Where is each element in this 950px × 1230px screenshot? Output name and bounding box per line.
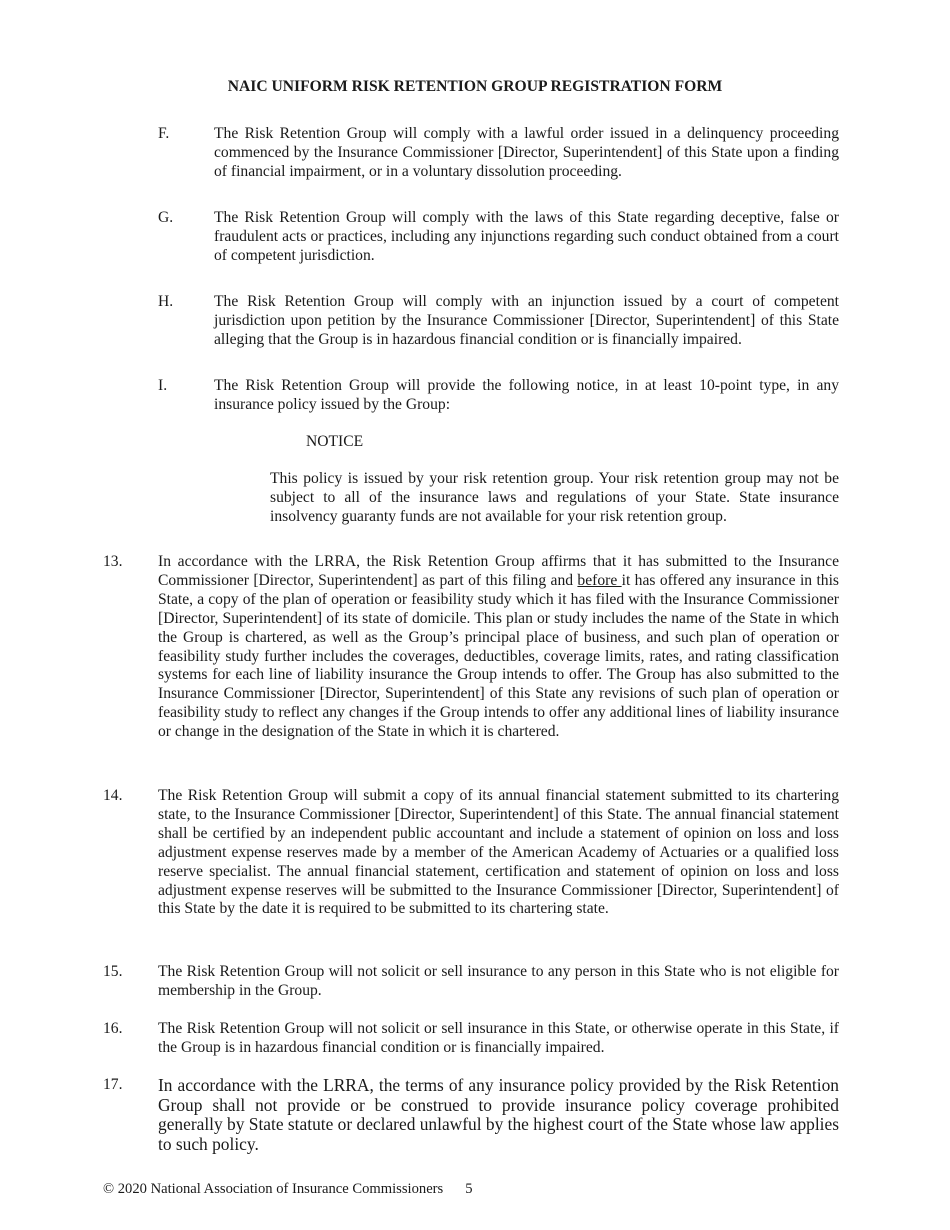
sub-item-text: The Risk Retention Group will provide the following notice, in at least 10-point type, in any insurance policy issued by the Group: xyxy=(214,377,839,413)
item-text: The Risk Retention Group will not solicit or sell insurance in this State, or otherwise operate in this State, if the Group is in hazardous financial condition or is financially impaired. xyxy=(158,1020,839,1056)
sub-item-h xyxy=(158,293,839,350)
item-number: 15. xyxy=(103,963,123,980)
sub-item-label: I. xyxy=(158,377,168,394)
item-number: 13. xyxy=(103,553,123,570)
underlined-word: before xyxy=(577,571,622,589)
page-number: 5 xyxy=(465,1181,473,1197)
copyright-notice: © 2020 National Association of Insurance Commissioners xyxy=(103,1181,444,1197)
item-16 xyxy=(103,1020,839,1058)
item-text-part: it has offered any insurance in this State, a copy of the plan of operation or feasibility study which it has filed with the Insurance Commissioner [Director, Superintendent] of its state of domicile. This plan or study includes the name of the State in which the Group is chartered, as well as the Group’s principal place of business, and such plan of operation or feasibility study further includes the coverages, deductibles, coverage limits, rates, and rating classification systems for each line of liability insurance the Group intends to offer. The Group has also submitted to the Insurance Commissioner [Director, Superintendent] of this State any revisions of such plan of operation or feasibility study to reflect any changes if the Group intends to offer any additional lines of liability insurance or change in the designation of the State in which it is chartered. xyxy=(158,571,839,741)
sub-item-label: F. xyxy=(158,125,170,142)
item-text: The Risk Retention Group will submit a copy of its annual financial statement submitted to its chartering state, to the Insurance Commissioner [Director, Superintendent] of this State. The annual financial statement shall be certified by an independent public accountant and include a statement of opinion on loss and loss adjustment expense reserves made by a member of the American Academy of Actuaries or a qualified loss reserve specialist. The annual financial statement, certification and statement of opinion on loss and loss adjustment expense reserves will be submitted to the Insurance Commissioner [Director, Superintendent] of this State by the date it is required to be submitted to its chartering state. xyxy=(158,787,839,918)
sub-item-label: G. xyxy=(158,209,174,226)
item-17 xyxy=(103,1076,839,1154)
item-text-part: In accordance with the LRRA, the Risk Retention Group affirms that it has submitted to the Insurance Commissioner [Director, Superintendent] as part of this filing and xyxy=(158,553,839,589)
notice-heading: NOTICE xyxy=(306,433,364,450)
sub-item-text: The Risk Retention Group will comply with a lawful order issued in a delinquency proceeding commenced by the Insurance Commissioner [Director, Superintendent] of this State upon a finding of financial impairment, or in a voluntary dissolution proceeding. xyxy=(214,125,839,180)
sub-item-f xyxy=(158,125,839,182)
item-14 xyxy=(103,787,839,919)
item-number: 17. xyxy=(103,1076,123,1093)
item-number: 16. xyxy=(103,1020,123,1037)
sub-item-text: The Risk Retention Group will comply with the laws of this State regarding deceptive, false or fraudulent acts or practices, including any injunctions regarding such conduct obtained from a court of competent jurisdiction. xyxy=(214,209,839,264)
item-15 xyxy=(103,963,839,1001)
page-title: NAIC UNIFORM RISK RETENTION GROUP REGISTRATION FORM xyxy=(227,78,723,95)
page-footer xyxy=(103,1180,473,1199)
sub-item-label: H. xyxy=(158,293,174,310)
item-text: The Risk Retention Group will not solicit or sell insurance to any person in this State who is not eligible for membership in the Group. xyxy=(158,963,839,999)
sub-item-i xyxy=(158,377,839,415)
item-13 xyxy=(103,553,839,742)
item-text xyxy=(158,553,839,742)
item-number: 14. xyxy=(103,787,123,804)
sub-item-g xyxy=(158,209,839,266)
item-text: In accordance with the LRRA, the terms of any insurance policy provided by the Risk Retention Group shall not provide or be construed to provide insurance policy coverage prohibited generally by State statute or declared unlawful by the highest court of the State whose law applies to such policy. xyxy=(158,1075,839,1154)
sub-item-text: The Risk Retention Group will comply with an injunction issued by a court of competent jurisdiction upon petition by the Insurance Commissioner [Director, Superintendent] of this State alleging that the Group is in hazardous financial condition or is financially impaired. xyxy=(214,293,839,348)
notice-text: This policy is issued by your risk retention group. Your risk retention group may not be subject to all of the insurance laws and regulations of your State. State insurance insolvency guaranty funds are not available for your risk retention group. xyxy=(270,470,839,525)
